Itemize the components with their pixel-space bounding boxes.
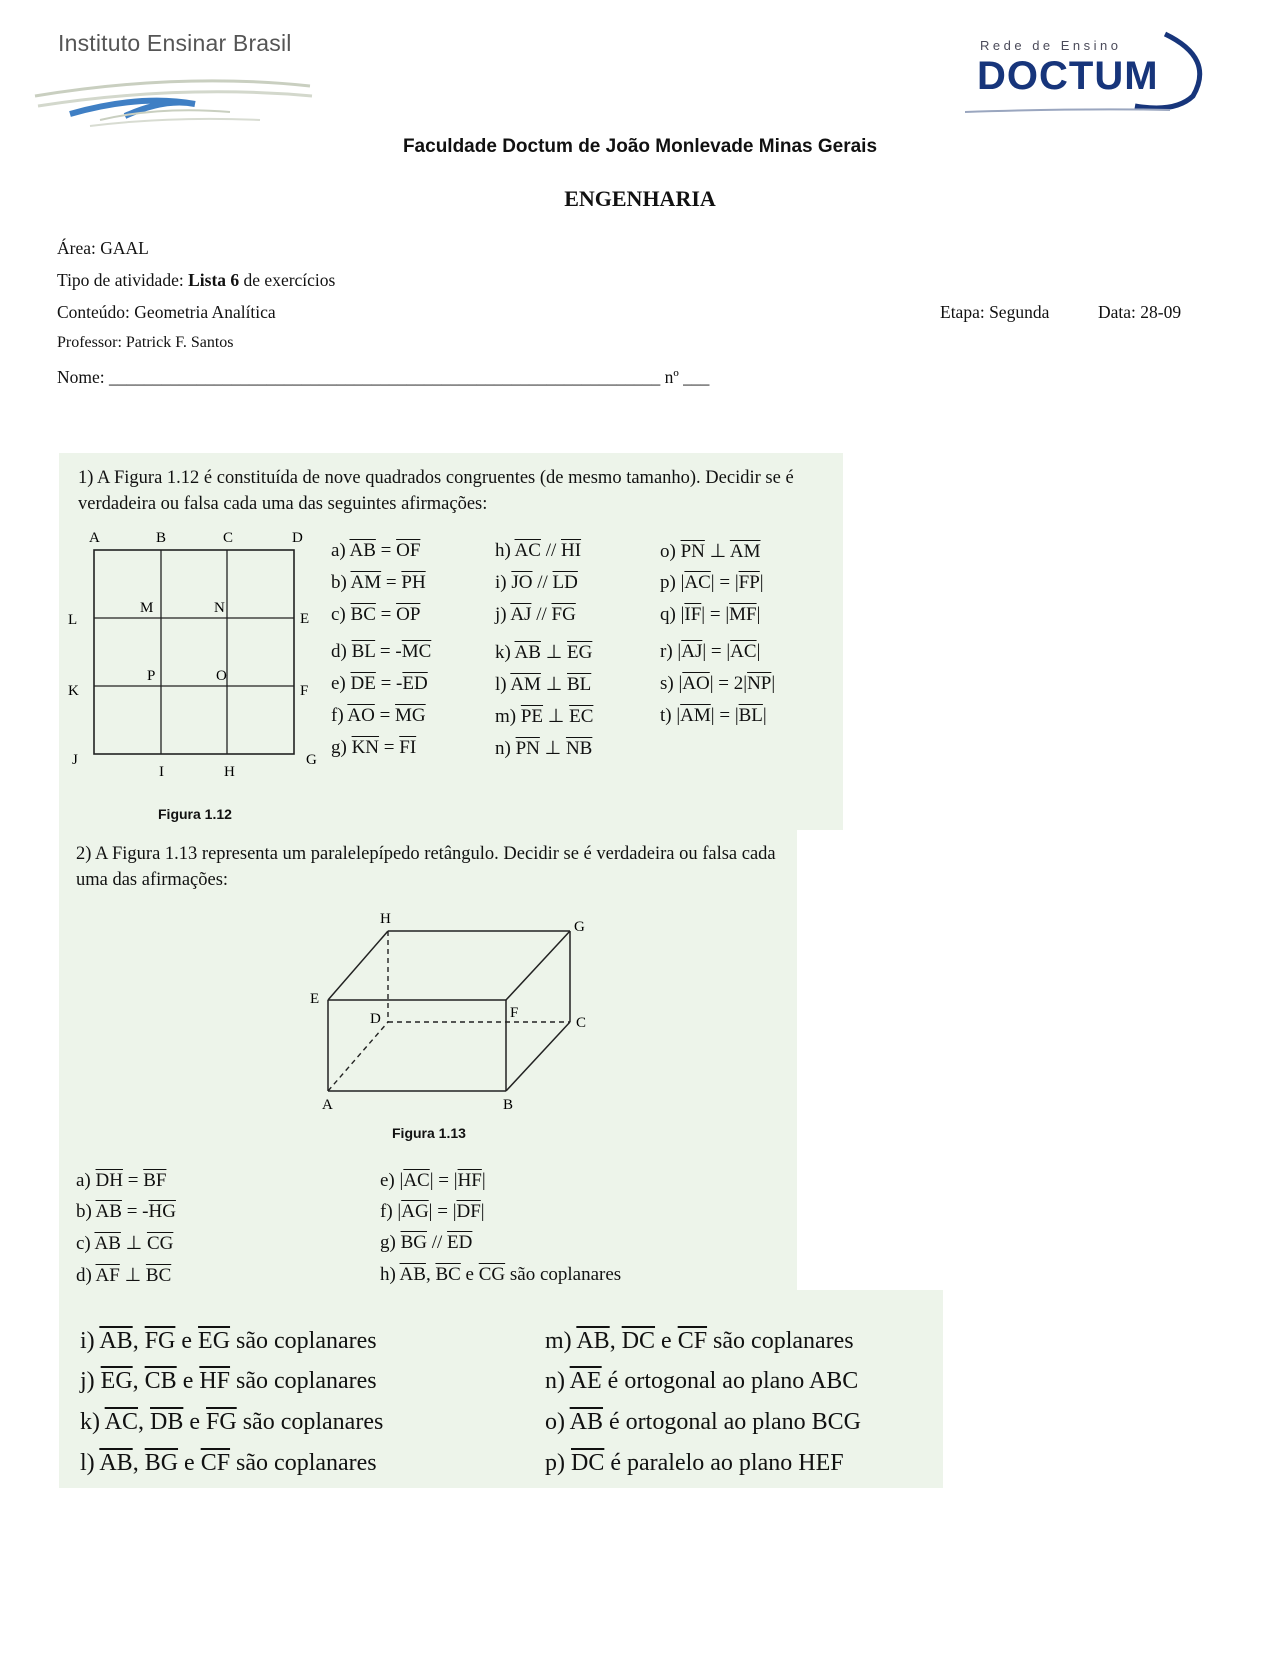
exercise-item xyxy=(495,705,593,728)
exercise-item xyxy=(80,1368,377,1395)
institution-title: Faculdade Doctum de João Monlevade Minas Gerais xyxy=(402,136,878,157)
label-G: G xyxy=(306,752,317,768)
item-text: | xyxy=(678,673,683,694)
item-text: , xyxy=(132,1328,145,1354)
vector: $\overline{BC}$ xyxy=(145,1265,172,1286)
vector: $\overline{AM}$ xyxy=(729,541,761,562)
label-M: M xyxy=(140,600,154,616)
item-text: é ortogonal ao plano BCG xyxy=(603,1409,861,1435)
item-text: = - xyxy=(121,1201,149,1222)
vector: $\overline{BG}$ xyxy=(400,1232,427,1253)
vector: $\overline{HI}$ xyxy=(561,540,582,561)
label-D: D xyxy=(370,1011,381,1027)
vector: $\overline{PN}$ xyxy=(680,541,705,562)
item-label: o) xyxy=(545,1409,570,1435)
item-text: | xyxy=(397,1201,402,1222)
instituto-ensinar-brasil-logo xyxy=(30,24,320,134)
q2-statement: 2) A Figura 1.13 representa um paralelepípedo retângulo. Decidir se é verdadeira ou falsa cada uma das afirmações: xyxy=(76,844,776,890)
vector: $\overline{AE}$ xyxy=(569,1368,602,1394)
item-text: são coplanares xyxy=(707,1328,854,1354)
item-text: e xyxy=(655,1328,678,1354)
label-F: F xyxy=(300,683,309,699)
item-text: = xyxy=(122,1170,144,1191)
edge-EH xyxy=(328,931,388,1000)
edge-BC xyxy=(506,1022,570,1091)
item-label: p) xyxy=(545,1450,571,1476)
area-line: Área: GAAL xyxy=(57,238,149,258)
item-label: h) xyxy=(495,540,515,561)
item-text: são coplanares xyxy=(230,1450,377,1476)
item-text: são coplanares xyxy=(230,1328,377,1354)
item-text: ⊥ xyxy=(543,706,570,727)
exercise-item xyxy=(545,1450,844,1477)
item-text: | xyxy=(756,604,761,625)
item-text: = - xyxy=(375,641,402,662)
tipo-bold: Lista 6 xyxy=(188,270,240,290)
vector: $\overline{KN}$ xyxy=(351,737,380,758)
exercise-item xyxy=(495,737,592,760)
item-label: l) xyxy=(495,674,511,695)
vector: $\overline{OP}$ xyxy=(396,604,421,625)
item-text: | xyxy=(676,705,681,726)
logo-right-top-text: Rede de Ensino xyxy=(980,38,1122,53)
item-label: a) xyxy=(76,1170,96,1191)
item-text: ⊥ xyxy=(120,1233,147,1254)
exercise-item xyxy=(80,1409,383,1436)
exercise-item xyxy=(331,641,431,663)
exercise-item xyxy=(660,641,760,663)
vector: $\overline{EC}$ xyxy=(569,706,594,727)
vector: $\overline{BC}$ xyxy=(435,1264,461,1285)
vector: $\overline{BL}$ xyxy=(738,705,763,726)
vector: $\overline{IF}$ xyxy=(684,604,702,625)
label-I: I xyxy=(159,764,164,780)
vector: $\overline{CF}$ xyxy=(200,1450,231,1476)
doctum-swoosh-icon xyxy=(965,28,1225,120)
nome-line: Nome: _______________________________________________________________ nº ___ xyxy=(57,367,710,387)
exercise-item xyxy=(660,572,764,594)
conteudo-line: Conteúdo: Geometria Analítica xyxy=(57,302,276,322)
item-label: o) xyxy=(660,541,681,562)
item-text: são coplanares xyxy=(236,1409,384,1435)
item-label: l) xyxy=(80,1450,100,1476)
vector: $\overline{AM}$ xyxy=(350,572,382,593)
exercise-item xyxy=(495,641,592,664)
item-text: | xyxy=(762,705,767,726)
vector: $\overline{DC}$ xyxy=(621,1328,656,1354)
tipo-line xyxy=(57,270,335,291)
course-title: ENGENHARIA xyxy=(564,186,716,211)
item-label: c) xyxy=(331,604,351,625)
vector: $\overline{AJ}$ xyxy=(681,641,703,662)
item-text: // xyxy=(532,572,553,593)
label-E: E xyxy=(300,611,310,627)
vector: $\overline{EG}$ xyxy=(567,642,593,663)
exercise-item xyxy=(495,572,578,594)
label-K: K xyxy=(68,683,79,699)
label-E: E xyxy=(310,991,320,1007)
item-label: f) xyxy=(380,1201,398,1222)
item-text: e xyxy=(175,1328,199,1354)
vector: $\overline{NP}$ xyxy=(747,673,772,694)
vector: $\overline{BF}$ xyxy=(143,1170,167,1191)
item-label: c) xyxy=(76,1233,95,1254)
vector: $\overline{DE}$ xyxy=(350,673,376,694)
vector: $\overline{FP}$ xyxy=(738,572,760,593)
label-G: G xyxy=(574,919,585,935)
label-B: B xyxy=(156,530,167,546)
item-text: | xyxy=(680,572,685,593)
tipo-prefix: Tipo de atividade: xyxy=(57,270,189,290)
item-label: f) xyxy=(331,705,348,726)
vector: $\overline{FI}$ xyxy=(399,737,417,758)
label-A: A xyxy=(89,530,100,546)
exercise-item xyxy=(331,673,428,695)
exercise-item xyxy=(495,604,576,626)
vector: $\overline{AF}$ xyxy=(95,1265,120,1286)
item-text: e xyxy=(176,1368,200,1394)
figure-1-12-caption: Figura 1.12 xyxy=(158,806,232,822)
vector: $\overline{AB}$ xyxy=(95,1201,122,1222)
item-label: m) xyxy=(545,1328,577,1354)
label-O: O xyxy=(216,668,227,684)
item-label: i) xyxy=(80,1328,100,1354)
exercise-item xyxy=(80,1450,377,1477)
exercise-item xyxy=(331,572,426,594)
vector: $\overline{AB}$ xyxy=(569,1409,604,1435)
exercise-item xyxy=(80,1328,377,1355)
exercise-item xyxy=(545,1368,858,1395)
item-label: e) xyxy=(380,1170,400,1191)
vector: $\overline{AO}$ xyxy=(347,705,375,726)
exercise-item xyxy=(380,1264,621,1286)
item-text: = xyxy=(375,540,397,561)
item-text: ⊥ xyxy=(119,1265,146,1286)
vector: $\overline{DC}$ xyxy=(571,1450,605,1476)
label-H: H xyxy=(224,764,235,780)
label-J: J xyxy=(72,752,78,768)
label-D: D xyxy=(292,530,303,546)
item-text: e xyxy=(183,1409,207,1435)
grid-outline xyxy=(94,550,294,754)
vector: $\overline{CF}$ xyxy=(677,1328,708,1354)
vector: $\overline{ED}$ xyxy=(402,673,428,694)
exercise-item xyxy=(331,705,426,727)
label-P: P xyxy=(147,668,156,684)
item-label: b) xyxy=(331,572,351,593)
item-text: é ortogonal ao plano ABC xyxy=(601,1368,859,1394)
item-label: g) xyxy=(380,1232,401,1253)
item-text: | xyxy=(756,641,761,662)
item-label: k) xyxy=(80,1409,105,1435)
item-text: | = | xyxy=(428,1201,457,1222)
item-text: = xyxy=(379,737,400,758)
vector: $\overline{AO}$ xyxy=(682,673,710,694)
label-C: C xyxy=(576,1015,587,1031)
exercise-item xyxy=(380,1232,472,1254)
logo-left-text: Instituto Ensinar Brasil xyxy=(58,30,292,56)
item-label: e) xyxy=(331,673,351,694)
exercise-item xyxy=(495,540,581,562)
item-text: = xyxy=(381,572,402,593)
vector: $\overline{AB}$ xyxy=(514,642,541,663)
vector: $\overline{AM}$ xyxy=(510,674,541,695)
item-label: d) xyxy=(331,641,352,662)
item-text: = xyxy=(374,705,396,726)
item-label: r) xyxy=(660,641,678,662)
vector: $\overline{HF}$ xyxy=(199,1368,231,1394)
item-text: | = | xyxy=(710,572,739,593)
item-text: | = 2| xyxy=(709,673,748,694)
vector: $\overline{CB}$ xyxy=(144,1368,177,1394)
vector: $\overline{MG}$ xyxy=(395,705,426,726)
item-text: | xyxy=(680,604,685,625)
label-F: F xyxy=(510,1005,519,1021)
item-text: | xyxy=(771,673,776,694)
item-text: | = | xyxy=(702,641,731,662)
vector: $\overline{NB}$ xyxy=(565,738,593,759)
data-line: Data: 28-09 xyxy=(1098,302,1182,322)
item-text: // xyxy=(540,540,561,561)
exercise-item xyxy=(660,673,775,695)
vector: $\overline{MC}$ xyxy=(401,641,432,662)
vector: $\overline{AB}$ xyxy=(94,1233,121,1254)
figure-1-13-caption: Figura 1.13 xyxy=(392,1125,466,1141)
exercise-item xyxy=(76,1170,166,1192)
vector: $\overline{DF}$ xyxy=(456,1201,481,1222)
item-text: , xyxy=(138,1409,151,1435)
exercise-item xyxy=(331,604,420,626)
vector: $\overline{AC}$ xyxy=(730,641,757,662)
exercise-item xyxy=(331,737,416,759)
logo-right-name: DOCTUM xyxy=(977,54,1159,98)
item-text: | = | xyxy=(701,604,730,625)
exercise-item xyxy=(660,604,760,626)
label-C: C xyxy=(223,530,234,546)
item-label: p) xyxy=(660,572,681,593)
vector: $\overline{AC}$ xyxy=(684,572,711,593)
figure-1-12-grid xyxy=(60,520,330,795)
item-text: e xyxy=(178,1450,201,1476)
item-label: h) xyxy=(380,1264,400,1285)
item-text: = - xyxy=(375,673,403,694)
exercise-item xyxy=(380,1170,486,1192)
vector: $\overline{BL}$ xyxy=(567,674,592,695)
vector: $\overline{HF}$ xyxy=(457,1170,482,1191)
item-label: b) xyxy=(76,1201,96,1222)
vector: $\overline{AB}$ xyxy=(399,1264,426,1285)
item-label: m) xyxy=(495,706,521,727)
exercise-item xyxy=(660,705,767,727)
vector: $\overline{AB}$ xyxy=(576,1328,610,1354)
item-label: n) xyxy=(495,738,516,759)
item-text: | = | xyxy=(429,1170,458,1191)
label-H: H xyxy=(380,911,391,927)
label-L: L xyxy=(68,612,78,628)
vector: $\overline{AC}$ xyxy=(403,1170,430,1191)
vector: $\overline{LD}$ xyxy=(552,572,578,593)
exercise-item xyxy=(380,1201,485,1223)
item-label: a) xyxy=(331,540,350,561)
item-text: ⊥ xyxy=(704,541,730,562)
item-label: j) xyxy=(495,604,511,625)
vector: $\overline{AB}$ xyxy=(99,1450,133,1476)
figure-1-13-box xyxy=(300,905,620,1120)
tipo-suffix: de exercícios xyxy=(239,270,336,290)
vector: $\overline{CG}$ xyxy=(478,1264,506,1285)
item-text: são coplanares xyxy=(230,1368,377,1394)
exercise-item xyxy=(660,540,761,563)
exercise-item xyxy=(545,1409,861,1436)
item-text: | xyxy=(677,641,682,662)
item-text: | xyxy=(759,572,764,593)
item-text: | xyxy=(480,1201,485,1222)
item-text: e xyxy=(460,1264,479,1285)
vector: $\overline{BC}$ xyxy=(350,604,376,625)
item-text: , xyxy=(132,1450,145,1476)
item-text: , xyxy=(425,1264,436,1285)
item-label: j) xyxy=(80,1368,101,1394)
item-label: s) xyxy=(660,673,679,694)
item-label: t) xyxy=(660,705,677,726)
vector: $\overline{EG}$ xyxy=(100,1368,133,1394)
vector: $\overline{EG}$ xyxy=(198,1328,231,1354)
vector: $\overline{OF}$ xyxy=(396,540,421,561)
etapa-line: Etapa: Segunda xyxy=(940,302,1050,322)
item-text: ⊥ xyxy=(540,642,567,663)
item-text: , xyxy=(609,1328,622,1354)
vector: $\overline{AC}$ xyxy=(104,1409,139,1435)
professor-line: Professor: Patrick F. Santos xyxy=(57,334,234,351)
vector: $\overline{ED}$ xyxy=(447,1232,473,1253)
q1-statement: 1) A Figura 1.12 é constituída de nove quadrados congruentes (de mesmo tamanho). Decidir se é verdadeira ou falsa cada uma das seguintes afirmações: xyxy=(78,468,794,514)
item-text: ⊥ xyxy=(539,738,566,759)
exercise-item xyxy=(545,1328,854,1355)
vector: $\overline{AB}$ xyxy=(99,1328,133,1354)
vector: $\overline{BL}$ xyxy=(351,641,376,662)
item-label: q) xyxy=(660,604,681,625)
vector: $\overline{PE}$ xyxy=(520,706,544,727)
edge-FG xyxy=(506,931,570,1000)
item-text: é paralelo ao plano HEF xyxy=(604,1450,844,1476)
vector: $\overline{AG}$ xyxy=(401,1201,429,1222)
item-label: d) xyxy=(76,1265,96,1286)
label-B: B xyxy=(503,1097,514,1113)
vector: $\overline{MF}$ xyxy=(729,604,757,625)
exercise-item xyxy=(76,1264,171,1287)
doctum-logo xyxy=(965,28,1225,120)
label-N: N xyxy=(214,600,225,616)
item-label: g) xyxy=(331,737,352,758)
item-label: n) xyxy=(545,1368,570,1394)
item-text: | xyxy=(481,1170,486,1191)
exercise-item xyxy=(76,1201,176,1223)
item-text: , xyxy=(132,1368,145,1394)
vector: $\overline{AB}$ xyxy=(349,540,376,561)
item-text: ⊥ xyxy=(540,674,567,695)
vector: $\overline{BG}$ xyxy=(144,1450,179,1476)
vector: $\overline{PN}$ xyxy=(515,738,540,759)
vector: $\overline{DB}$ xyxy=(150,1409,184,1435)
exercise-item xyxy=(331,540,420,562)
exercise-item xyxy=(495,673,591,696)
vector: $\overline{PH}$ xyxy=(401,572,426,593)
item-label: k) xyxy=(495,642,515,663)
vector: $\overline{AM}$ xyxy=(680,705,711,726)
item-text: = xyxy=(375,604,397,625)
vector: $\overline{JO}$ xyxy=(511,572,533,593)
exercise-item xyxy=(76,1232,173,1255)
vector: $\overline{DH}$ xyxy=(95,1170,123,1191)
edge-AD xyxy=(328,1022,388,1091)
vector: $\overline{FG}$ xyxy=(551,604,576,625)
item-text: // xyxy=(531,604,552,625)
item-text: // xyxy=(426,1232,448,1253)
vector: $\overline{AC}$ xyxy=(514,540,541,561)
item-text: são coplanares xyxy=(505,1264,622,1285)
item-text: | xyxy=(399,1170,404,1191)
book-swoosh-icon xyxy=(30,54,320,134)
vector: $\overline{HG}$ xyxy=(148,1201,176,1222)
item-text: | = | xyxy=(710,705,739,726)
label-A: A xyxy=(322,1097,333,1113)
item-label: i) xyxy=(495,572,512,593)
vector: $\overline{AJ}$ xyxy=(510,604,532,625)
vector: $\overline{CG}$ xyxy=(146,1233,174,1254)
vector: $\overline{FG}$ xyxy=(144,1328,176,1354)
vector: $\overline{FG}$ xyxy=(206,1409,237,1435)
